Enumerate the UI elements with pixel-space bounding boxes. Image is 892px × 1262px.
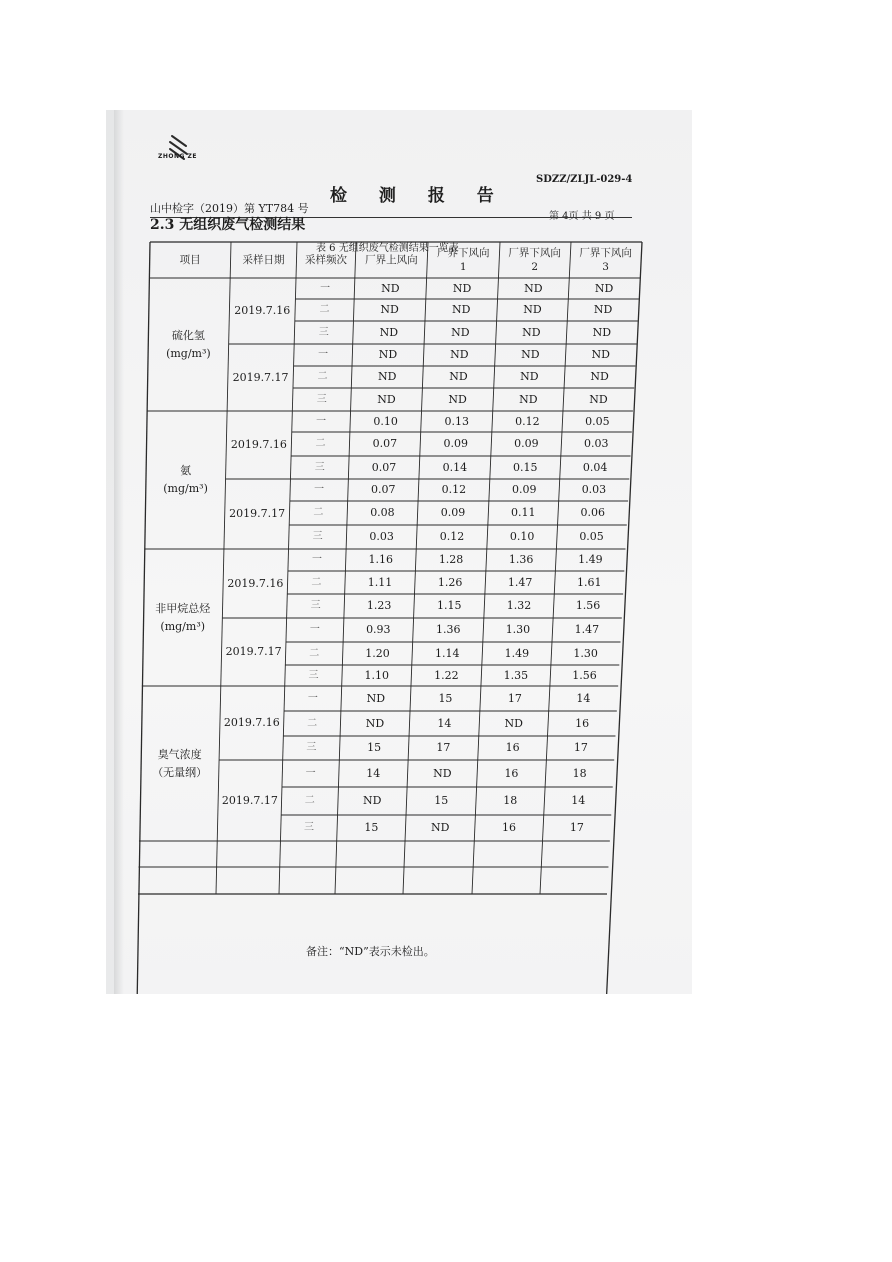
measurement-value: ND	[519, 392, 538, 406]
sampling-sequence: 二	[309, 647, 320, 659]
measurement-value: 18	[572, 766, 587, 780]
sampling-date: 2019.7.16	[223, 716, 280, 729]
measurement-value: 15	[364, 821, 379, 834]
measurement-value: 15	[434, 794, 449, 807]
measurement-value: 0.09	[512, 483, 537, 496]
column-divider	[403, 242, 428, 894]
measurement-value: 0.07	[371, 460, 397, 474]
sampling-date: 2019.7.17	[225, 645, 282, 658]
sampling-sequence: 二	[317, 371, 328, 382]
measurement-value: 18	[503, 794, 518, 807]
measurement-value: 14	[437, 716, 452, 730]
measurement-value: 0.03	[581, 483, 607, 496]
measurement-value: 16	[505, 741, 520, 754]
report-number: 山中检字（2019）第 YT784 号	[150, 202, 309, 215]
measurement-value: 0.06	[580, 506, 606, 519]
measurement-value: 0.05	[579, 530, 604, 543]
measurement-value: ND	[365, 716, 385, 730]
column-header: 采样日期	[242, 254, 285, 266]
measurement-value: 1.61	[577, 575, 602, 589]
measurement-value: ND	[521, 348, 540, 361]
item-unit: (mg/m³)	[166, 346, 211, 360]
measurement-value: 14	[576, 691, 591, 705]
measurement-value: 1.47	[507, 575, 533, 589]
column-header: 厂界下风向 3	[579, 247, 632, 273]
measurement-value: 1.49	[504, 646, 530, 660]
measurement-value: 16	[501, 821, 516, 834]
measurement-value: 15	[438, 691, 453, 705]
column-header: 采样频次	[304, 254, 347, 266]
measurement-value: ND	[592, 325, 612, 339]
measurement-value: ND	[378, 348, 398, 361]
sampling-sequence: 一	[320, 282, 331, 294]
sampling-sequence: 一	[311, 554, 322, 565]
measurement-value: 1.22	[434, 668, 459, 682]
measurement-value: 1.26	[437, 575, 463, 589]
sampling-sequence: 一	[307, 692, 318, 704]
measurement-value: 1.10	[364, 668, 389, 682]
item-name: 硫化氢	[171, 328, 205, 342]
measurement-value: 0.12	[439, 530, 465, 543]
table-caption: 表 6 无组织废气检测结果一览表	[316, 243, 459, 254]
sampling-sequence: 二	[304, 795, 315, 806]
measurement-value: ND	[451, 325, 470, 339]
measurement-value: ND	[452, 281, 472, 295]
column-divider	[279, 242, 297, 894]
measurement-value: 1.30	[573, 646, 598, 660]
sampling-sequence: 二	[319, 304, 330, 315]
sampling-sequence: 三	[314, 461, 325, 473]
sampling-sequence: 二	[313, 507, 324, 518]
photo-background	[106, 110, 692, 994]
section-title: 2.3 无组织废气检测结果	[150, 217, 306, 233]
sampling-sequence: 二	[307, 717, 318, 729]
sampling-sequence: 一	[318, 349, 329, 360]
sampling-date: 2019.7.17	[232, 370, 289, 384]
measurement-value: ND	[591, 348, 610, 361]
item-name: 氨	[180, 464, 192, 477]
measurement-value: 1.28	[438, 553, 464, 566]
measurement-value: ND	[363, 794, 382, 807]
measurement-value: 0.09	[440, 506, 466, 519]
item-name: 非甲烷总烃	[155, 601, 211, 615]
measurement-value: ND	[504, 716, 523, 730]
measurement-value: 16	[504, 766, 519, 780]
measurement-value: 1.30	[505, 623, 531, 636]
sampling-date: 2019.7.16	[230, 438, 287, 451]
column-divider	[335, 242, 356, 894]
sampling-sequence: 三	[310, 600, 321, 611]
sampling-sequence: 三	[318, 326, 329, 338]
sampling-sequence: 一	[309, 624, 320, 635]
measurement-value: 0.08	[370, 506, 395, 519]
measurement-value: 0.09	[514, 437, 539, 450]
measurement-value: 1.35	[503, 668, 529, 682]
item-name: 臭气浓度	[157, 747, 202, 761]
measurement-value: 1.32	[506, 599, 532, 612]
measurement-value: 0.11	[510, 506, 536, 519]
sampling-sequence: 二	[315, 438, 326, 449]
measurement-value: ND	[448, 392, 467, 406]
measurement-value: ND	[523, 303, 542, 316]
measurement-value: 15	[367, 741, 382, 754]
measurement-value: 0.07	[371, 483, 396, 496]
measurement-value: 1.16	[368, 553, 394, 566]
sampling-date: 2019.7.17	[229, 507, 286, 520]
measurement-value: 14	[366, 766, 381, 780]
document-code: SDZZ/ZLJL-029-4	[536, 174, 633, 185]
measurement-value: ND	[380, 303, 399, 316]
measurement-value: 17	[436, 741, 451, 754]
measurement-value: 1.20	[365, 646, 390, 660]
measurement-value: ND	[520, 370, 539, 383]
measurement-value: 0.07	[372, 437, 398, 450]
measurement-value: 17	[507, 691, 522, 705]
measurement-value: ND	[433, 766, 452, 780]
measurement-value: ND	[450, 348, 469, 361]
measurement-value: ND	[524, 281, 543, 295]
measurement-value: 1.36	[508, 553, 534, 566]
sampling-sequence: 三	[303, 822, 314, 833]
table-side-border	[137, 242, 150, 994]
measurement-value: ND	[366, 691, 386, 705]
measurement-value: ND	[594, 281, 614, 295]
column-header: 项目	[179, 254, 201, 266]
measurement-value: 17	[573, 741, 588, 754]
measurement-value: 1.49	[578, 553, 603, 566]
column-header: 厂界下风向 2	[508, 247, 561, 273]
measurement-value: 1.56	[575, 599, 601, 612]
measurement-value: 1.23	[366, 599, 392, 612]
sampling-date: 2019.7.16	[227, 576, 284, 590]
measurement-value: 0.05	[585, 414, 610, 428]
item-unit: (mg/m³)	[160, 619, 206, 633]
sampling-sequence: 三	[316, 393, 327, 405]
measurement-value: 0.10	[509, 530, 535, 543]
sampling-sequence: 三	[312, 531, 323, 542]
measurement-value: 1.36	[435, 623, 461, 636]
measurement-value: ND	[381, 281, 400, 295]
sampling-sequence: 三	[306, 742, 317, 753]
measurement-value: 1.14	[435, 646, 460, 660]
column-divider	[472, 242, 500, 894]
column-divider	[540, 242, 571, 894]
measurement-value: 0.12	[515, 414, 540, 428]
measurement-value: 0.10	[373, 414, 398, 428]
results-table	[106, 110, 692, 994]
measurement-value: 0.15	[513, 460, 538, 474]
measurement-value: ND	[449, 370, 468, 383]
measurement-value: 16	[575, 716, 590, 730]
measurement-value: 1.47	[574, 623, 600, 636]
sampling-sequence: 一	[314, 484, 325, 495]
table-note: 备注：“ND”表示未检出。	[306, 945, 435, 958]
report-title: 检 测 报 告	[330, 186, 507, 206]
measurement-value: ND	[452, 303, 471, 316]
measurement-value: 1.56	[572, 668, 597, 682]
measurement-value: 17	[569, 821, 584, 834]
sampling-sequence: 一	[305, 767, 316, 779]
logo-text: ZHONG ZE	[158, 153, 197, 160]
item-unit: (mg/m³)	[163, 482, 208, 495]
measurement-value: 1.15	[436, 599, 462, 612]
measurement-value: ND	[377, 392, 396, 406]
measurement-value: ND	[589, 392, 608, 406]
sampling-sequence: 二	[311, 576, 322, 588]
measurement-value: 1.11	[367, 575, 393, 589]
measurement-value: ND	[378, 370, 397, 383]
sampling-sequence: 三	[308, 669, 319, 681]
measurement-value: 0.13	[444, 414, 469, 428]
measurement-value: 14	[571, 794, 586, 807]
measurement-value: 0.03	[369, 530, 394, 543]
measurement-value: ND	[593, 303, 613, 316]
measurement-value: 0.09	[443, 437, 469, 450]
measurement-value: 0.03	[584, 437, 609, 450]
column-header: 厂界上风向	[365, 254, 418, 266]
column-header: 厂界下风向 1	[437, 247, 490, 273]
measurement-value: 0.04	[582, 460, 608, 474]
measurement-value: ND	[522, 325, 541, 339]
measurement-value: 0.12	[441, 483, 467, 496]
measurement-value: ND	[379, 325, 399, 339]
sampling-sequence: 一	[316, 415, 327, 427]
sampling-date: 2019.7.17	[221, 793, 278, 807]
measurement-value: 0.93	[366, 623, 391, 636]
item-unit: （无量纲）	[152, 765, 208, 779]
measurement-value: ND	[590, 370, 609, 383]
measurement-value: 0.14	[442, 460, 468, 474]
measurement-value: ND	[430, 821, 450, 834]
sampling-date: 2019.7.16	[234, 304, 291, 317]
